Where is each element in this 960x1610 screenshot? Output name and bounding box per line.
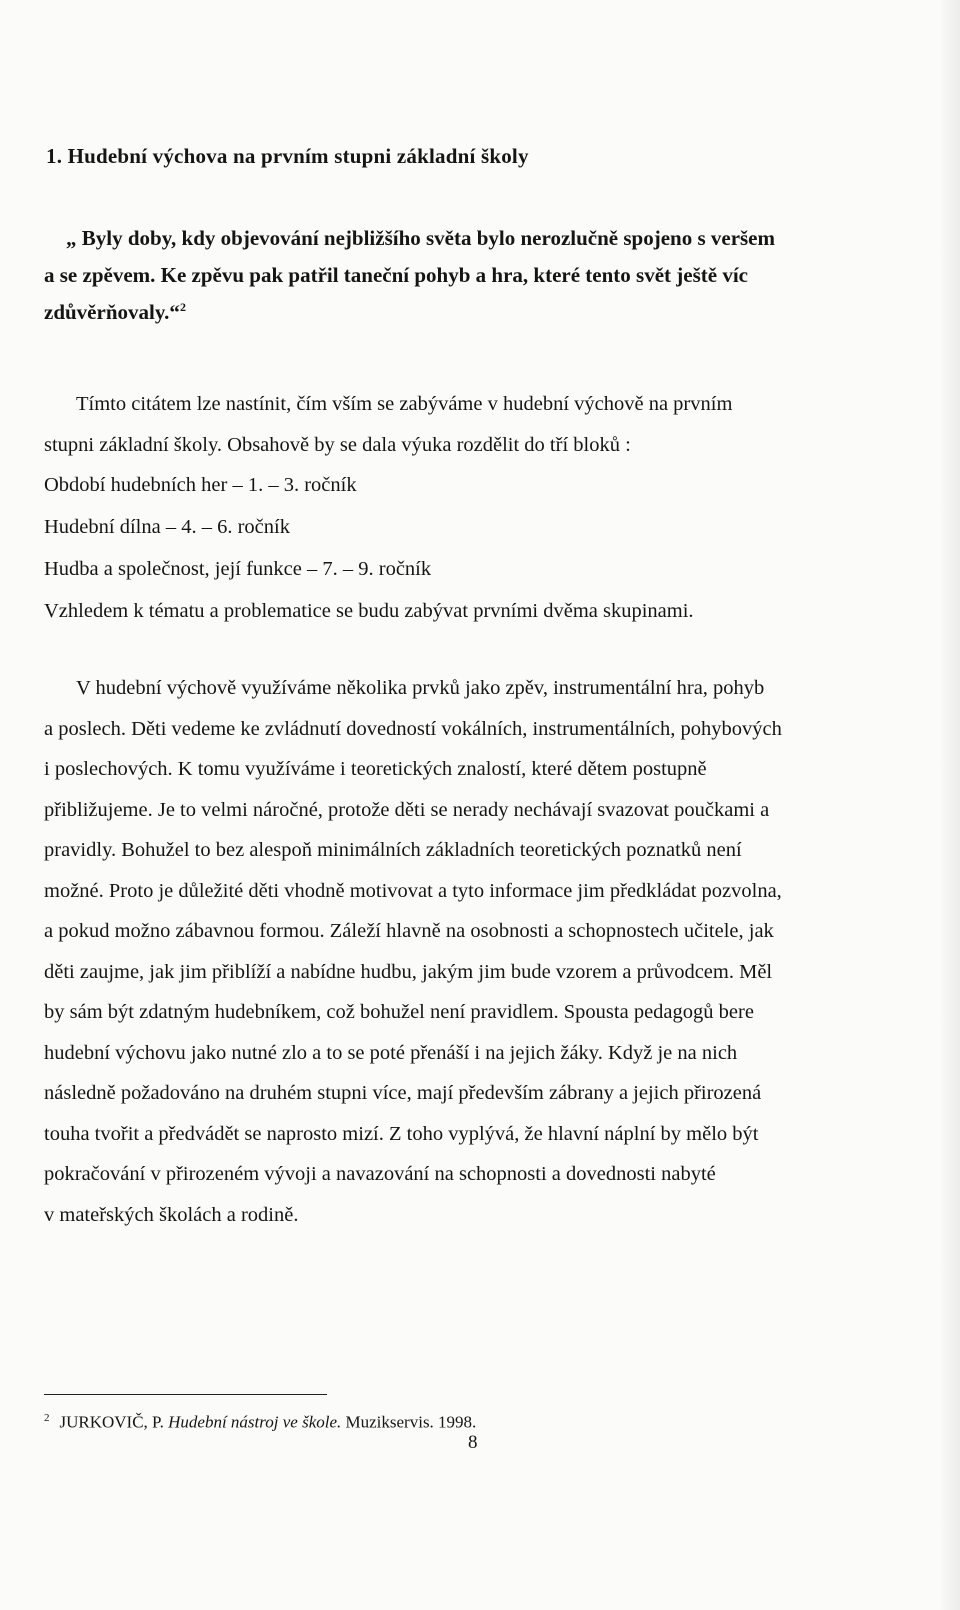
text-line: by sám být zdatným hudebníkem, což bohužel není pravidlem. Spousta pedagogů bere xyxy=(44,1001,754,1023)
text-line: pokračování v přirozeném vývoji a navazování na schopnosti a dovednosti nabyté xyxy=(44,1163,716,1185)
footnote-author: JURKOVIČ, P. xyxy=(59,1412,164,1432)
text-line: pravidly. Bohužel to bez alespoň minimálních základních teoretických poznatků není xyxy=(44,839,742,861)
footnote xyxy=(44,1407,476,1434)
opening-quote xyxy=(44,220,904,331)
text-line: stupni základní školy. Obsahově by se dala výuka rozdělit do tří bloků : xyxy=(44,433,631,456)
text-line: možné. Proto je důležité děti vhodně motivovat a tyto informace jim předkládat pozvolna, xyxy=(44,879,782,902)
grade-blocks-list xyxy=(44,464,904,632)
text-line: přibližujeme. Je to velmi náročné, protože děti se nerady nechávají svazovat poučkami a xyxy=(44,798,770,821)
text-line: a pokud možno zábavnou formou. Záleží hlavně na osobnosti a schopnostech učitele, jak xyxy=(44,920,774,942)
text-line: děti zaujme, jak jim přiblíží a nabídne hudbu, jakým jim bude vzorem a průvodcem. Měl xyxy=(44,960,773,983)
quote-line: „ Byly doby, kdy objevování nejbližšího světa bylo nerozlučně spojeno s veršem xyxy=(66,226,775,250)
text-line: a poslech. Děti vedeme ke zvládnutí dovedností vokálních, instrumentálních, pohybových xyxy=(44,717,782,740)
intro-paragraph xyxy=(44,384,904,465)
text-line: V hudební výchově využíváme několika prvků jako zpěv, instrumentální hra, pohyb xyxy=(76,677,765,699)
text-line: Tímto citátem lze nastínit, čím vším se zabýváme v hudební výchově na prvním xyxy=(76,393,733,415)
grade-block-item: Hudba a společnost, její funkce – 7. – 9. ročník xyxy=(44,558,432,580)
scope-sentence: Vzhledem k tématu a problematice se budu zabývat prvními dvěma skupinami. xyxy=(44,600,694,622)
text-line: hudební výchovu jako nutné zlo a to se poté přenáší i na jejich žáky. Když je na nich xyxy=(44,1041,738,1064)
grade-block-item: Hudební dílna – 4. – 6. ročník xyxy=(44,516,290,538)
footnote-reference: 2 xyxy=(179,300,186,314)
text-line: i poslechových. K tomu využíváme i teoretických znalostí, které dětem postupně xyxy=(44,758,707,780)
footnote-title: Hudební nástroj ve škole. xyxy=(168,1412,342,1432)
grade-block-item: Období hudebních her – 1. – 3. ročník xyxy=(44,474,357,496)
text-line: následně požadováno na druhém stupni více, mají především zábrany a jejich přirozená xyxy=(44,1082,762,1104)
footnote-number: 2 xyxy=(44,1412,50,1424)
footnote-divider xyxy=(44,1394,327,1395)
footnote-publisher: Muzikservis. 1998. xyxy=(345,1412,477,1432)
text-line: touha tvořit a předvádět se naprosto mizí. Z toho vyplývá, že hlavní náplní by mělo být xyxy=(44,1122,759,1145)
text-line: v mateřských školách a rodině. xyxy=(44,1203,299,1226)
chapter-heading: 1. Hudební výchova na prvním stupni základní školy xyxy=(46,144,529,168)
page-number: 8 xyxy=(468,1432,478,1453)
quote-line: zdůvěrňovaly.“ xyxy=(44,300,180,324)
quote-line: a se zpěvem. Ke zpěvu pak patřil taneční pohyb a hra, které tento svět ještě víc xyxy=(44,263,748,287)
main-paragraph xyxy=(44,668,904,1235)
